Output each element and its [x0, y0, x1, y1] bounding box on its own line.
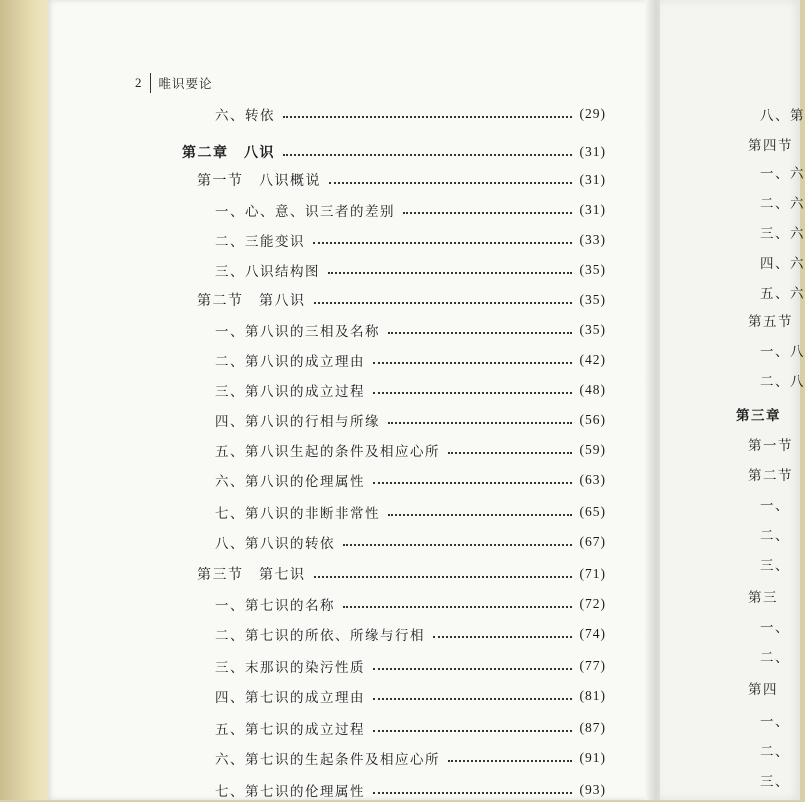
- dot-leader: [314, 302, 572, 304]
- toc-right-fragment: 第四节: [748, 138, 793, 154]
- toc-page-number: (67): [579, 534, 606, 549]
- toc-section-row: [197, 562, 606, 586]
- toc-item-row: [215, 622, 606, 646]
- toc-right-fragment: 二、: [760, 744, 790, 760]
- dot-leader: [283, 154, 572, 156]
- toc-entry-title: 二、第八识的成立理由: [215, 354, 365, 370]
- toc-right-fragment: 二、六: [760, 196, 805, 212]
- toc-entry-title: 二、第七识的所依、所缘与行相: [215, 628, 425, 644]
- toc-chapter-row: [182, 140, 606, 164]
- toc-entry-title: 三、末那识的染污性质: [215, 660, 365, 676]
- toc-entry-title: 六、第八识的伦理属性: [215, 474, 365, 490]
- toc-item-row: [215, 530, 606, 554]
- toc-page-number: (65): [579, 504, 606, 519]
- toc-page-number: (31): [579, 172, 606, 187]
- toc-right-fragment: 二、: [760, 528, 790, 544]
- toc-entry-title: 一、第八识的三相及名称: [215, 324, 380, 340]
- toc-entry-title: 第三节 第七识: [197, 567, 306, 583]
- toc-right-fragment: 第二节: [748, 468, 793, 484]
- toc-page-number: (29): [579, 106, 606, 121]
- toc-right-fragment: 三、六: [760, 226, 805, 242]
- toc-page-number: (35): [579, 292, 606, 307]
- page-number: 2: [135, 75, 142, 90]
- dot-leader: [373, 392, 572, 394]
- toc-right-fragment: 一、: [760, 620, 790, 636]
- toc-right-fragment: 二、八: [760, 374, 805, 390]
- toc-item-row: [215, 592, 606, 616]
- dot-leader: [388, 514, 572, 516]
- toc-item-row: [215, 378, 606, 402]
- toc-page-number: (81): [579, 688, 606, 703]
- toc-page-number: (33): [579, 232, 606, 247]
- toc-page-number: (42): [579, 352, 606, 367]
- dot-leader: [388, 422, 572, 424]
- toc-item-row: [215, 746, 606, 770]
- toc-entry-title: 三、第八识的成立过程: [215, 384, 365, 400]
- dot-leader: [388, 332, 572, 334]
- dot-leader: [403, 212, 572, 214]
- toc-right-fragment: 三、: [760, 774, 790, 790]
- toc-right-fragment: 二、: [760, 650, 790, 666]
- dot-leader: [373, 730, 572, 732]
- toc-item-row: [215, 228, 606, 252]
- toc-entry-title: 一、心、意、识三者的差别: [215, 204, 395, 220]
- toc-page-number: (35): [579, 262, 606, 277]
- toc-entry-title: 第一节 八识概说: [197, 173, 321, 189]
- dot-leader: [433, 636, 572, 638]
- dot-leader: [343, 544, 572, 546]
- toc-right-fragment: 一、六: [760, 166, 805, 182]
- toc-item-row: [215, 258, 606, 282]
- toc-item-row: [215, 778, 606, 802]
- toc-page-number: (87): [579, 720, 606, 735]
- toc-page-number: (72): [579, 596, 606, 611]
- toc-item-row: [215, 684, 606, 708]
- toc-right-fragment: 一、: [760, 714, 790, 730]
- toc-item-row: [215, 348, 606, 372]
- toc-section-row: [197, 168, 606, 192]
- dot-leader: [448, 452, 572, 454]
- toc-right-fragment: 第五节: [748, 314, 793, 330]
- toc-item-row: [215, 102, 606, 126]
- toc-page-number: (74): [579, 626, 606, 641]
- toc-page-number: (77): [579, 658, 606, 673]
- toc-right-fragment: 一、八: [760, 344, 805, 360]
- toc-entry-title: 四、第七识的成立理由: [215, 690, 365, 706]
- dot-leader: [448, 760, 572, 762]
- toc-entry-title: 第二章 八识: [182, 145, 275, 161]
- book-title: 唯识要论: [158, 76, 213, 91]
- dot-leader: [373, 698, 572, 700]
- toc-item-row: [215, 408, 606, 432]
- toc-right-fragment: 四、六: [760, 256, 805, 272]
- dot-leader: [328, 272, 572, 274]
- toc-entry-title: 一、第七识的名称: [215, 598, 335, 614]
- toc-item-row: [215, 500, 606, 524]
- toc-entry-title: 七、第七识的伦理属性: [215, 784, 365, 800]
- toc-page-number: (93): [579, 782, 606, 797]
- toc-page-number: (91): [579, 750, 606, 765]
- toc-entry-title: 六、第七识的生起条件及相应心所: [215, 752, 440, 768]
- toc-page-number: (48): [579, 382, 606, 397]
- toc-page-number: (31): [579, 144, 606, 159]
- toc-right-fragment: 第一节: [748, 438, 793, 454]
- toc-right-fragment: 五、六: [760, 286, 805, 302]
- toc-page-number: (71): [579, 566, 606, 581]
- dot-leader: [373, 482, 572, 484]
- toc-page-number: (59): [579, 442, 606, 457]
- toc-entry-title: 五、第八识生起的条件及相应心所: [215, 444, 440, 460]
- dot-leader: [373, 362, 572, 364]
- toc-entry-title: 五、第七识的成立过程: [215, 722, 365, 738]
- toc-item-row: [215, 438, 606, 462]
- toc-entry-title: 第二节 第八识: [197, 293, 306, 309]
- toc-right-fragment: 三、: [760, 558, 790, 574]
- header-divider: [150, 73, 151, 93]
- toc-page-number: (31): [579, 202, 606, 217]
- toc-right-fragment: 第三章: [736, 408, 781, 424]
- toc-item-row: [215, 318, 606, 342]
- toc-item-row: [215, 198, 606, 222]
- toc-item-row: [215, 654, 606, 678]
- toc-page-number: (63): [579, 472, 606, 487]
- toc-entry-title: 七、第八识的非断非常性: [215, 506, 380, 522]
- toc-right-fragment: 八、第: [760, 108, 805, 124]
- toc-entry-title: 四、第八识的行相与所缘: [215, 414, 380, 430]
- toc-item-row: [215, 716, 606, 740]
- toc-entry-title: 八、第八识的转依: [215, 536, 335, 552]
- dot-leader: [343, 606, 572, 608]
- dot-leader: [314, 576, 572, 578]
- toc-entry-title: 六、转依: [215, 108, 275, 124]
- dot-leader: [373, 668, 572, 670]
- toc-entry-title: 二、三能变识: [215, 234, 305, 250]
- toc-item-row: [215, 468, 606, 492]
- dot-leader: [329, 182, 572, 184]
- running-header: [135, 72, 213, 94]
- toc-page-number: (56): [579, 412, 606, 427]
- toc-right-fragment: 一、: [760, 498, 790, 514]
- toc-right-fragment: 第四: [748, 682, 778, 698]
- toc-right-fragment: 第三: [748, 590, 778, 606]
- dot-leader: [283, 116, 572, 118]
- toc-page-number: (35): [579, 322, 606, 337]
- dot-leader: [313, 242, 572, 244]
- dot-leader: [373, 792, 572, 794]
- toc-entry-title: 三、八识结构图: [215, 264, 320, 280]
- toc-section-row: [197, 288, 606, 312]
